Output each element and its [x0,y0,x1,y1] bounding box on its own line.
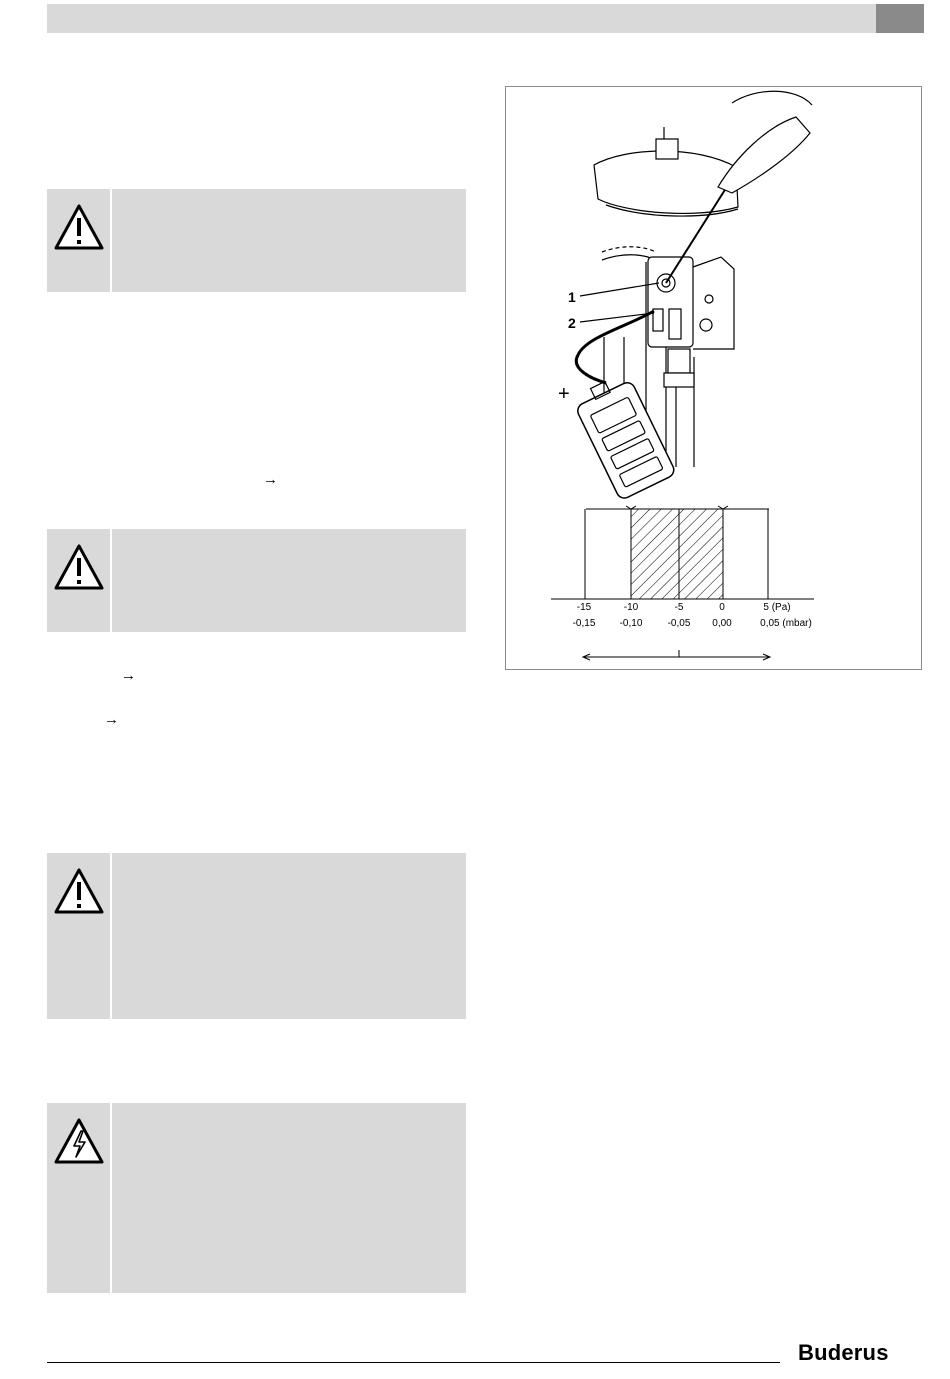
tick-mbar: -0,15 [572,618,596,629]
reference-arrow: → [121,667,136,684]
footer-rule [47,1362,780,1363]
reference-arrow: → [263,471,278,488]
tick-pa: 5 (Pa) [763,602,791,613]
plus-sign: + [558,383,570,405]
tick-mbar: -0,10 [619,618,643,629]
warning-icon-column [47,189,112,292]
tick-mbar: 0,00 [712,618,732,629]
header-bar [47,4,876,33]
tick-mbar: -0,05 [667,618,691,629]
tick-pa: 0 [719,602,725,613]
figure-frame [505,86,922,670]
warning-box [47,529,466,632]
tick-pa: -5 [674,602,684,613]
electrical-hazard-icon [53,1117,105,1165]
warning-box [47,189,466,292]
warning-box [47,853,466,1019]
danger-icon-column [47,1103,112,1293]
brand-logo: Buderus [798,1340,889,1365]
tick-pa: -15 [576,602,592,613]
warning-triangle-icon [53,867,105,915]
tick-pa: -10 [623,602,639,613]
tick-mbar: 0,05 (mbar) [760,618,812,629]
danger-box [47,1103,466,1293]
warning-triangle-icon [53,543,105,591]
reference-arrow: → [104,711,119,728]
header-tab [876,4,924,33]
warning-icon-column [47,529,112,632]
callout-2: 2 [568,315,576,331]
warning-icon-column [47,853,112,1019]
callout-1: 1 [568,289,576,305]
pressure-measurement-illustration [506,87,923,671]
warning-triangle-icon [53,203,105,251]
